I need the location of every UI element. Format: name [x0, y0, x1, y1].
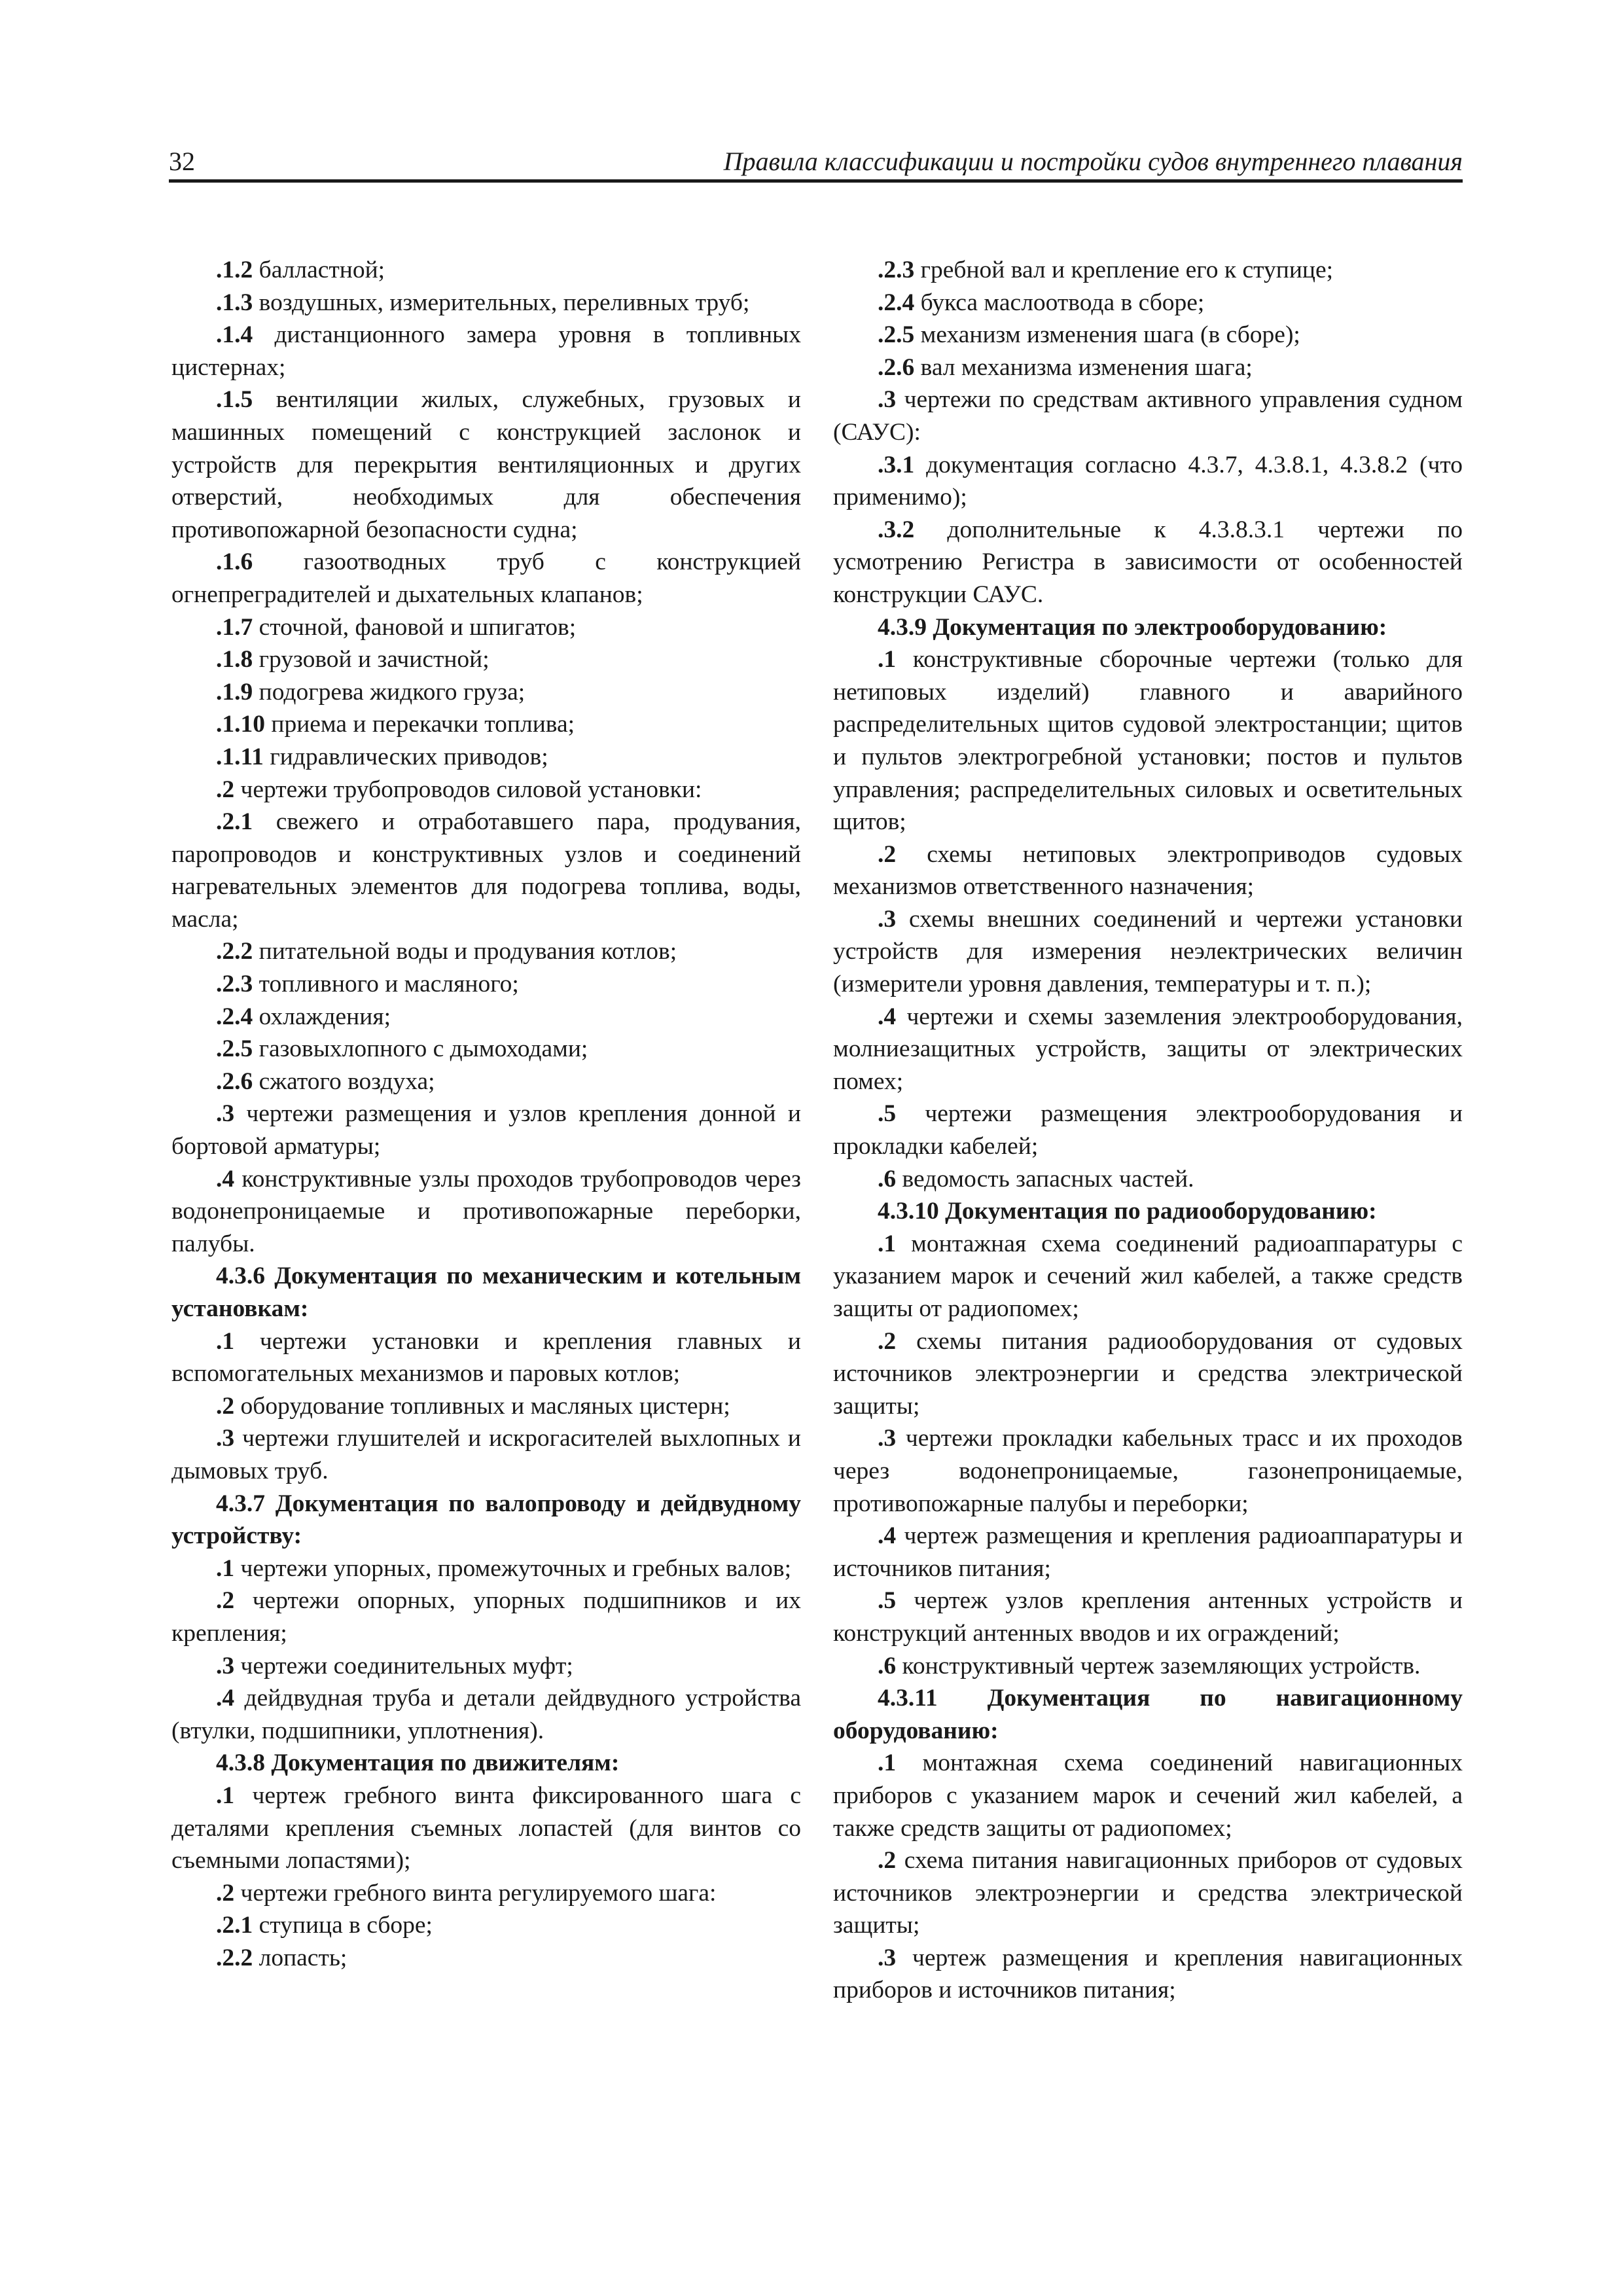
list-item: .2.5 газовыхлопного с дымоходами; — [216, 1035, 588, 1063]
list-item: .1.5 вентиляции жилых, служебных, грузовых и машинных помещений с конструкцией заслонок и устройств для перекрытия вентиляционных и других отверстий, необходимых для обеспечения противопожарной безопасности судна; — [171, 386, 801, 543]
list-item: .2.1 свежего и отработавшего пара, продувания, паропроводов и конструктивных узлов и соединений нагревательных элементов для подогрева топлива, воды, масла; — [171, 808, 801, 933]
list-item: .3 чертежи глушителей и искрогасителей выхлопных и дымовых труб. — [171, 1425, 801, 1484]
list-item: .1 чертеж гребного винта фиксированного шага с деталями крепления съемных лопастей (для винтов со съемными лопастями); — [171, 1782, 801, 1874]
list-item: .5 чертеж узлов крепления антенных устройств и конструкций антенных вводов и их ограждений; — [833, 1587, 1463, 1647]
running-title: Правила классификации и постройки судов внутреннего плавания — [723, 147, 1463, 176]
list-item: .2.3 гребной вал и крепление его к ступице; — [878, 257, 1334, 283]
list-item: .4 дейдвудная труба и детали дейдвудного устройства (втулки, подшипники, уплотнения). — [171, 1685, 801, 1744]
list-item: .2 оборудование топливных и масляных цистерн; — [216, 1392, 730, 1420]
list-item: .2 чертежи трубопроводов силовой установки: — [216, 776, 702, 803]
list-item: .1.10 приема и перекачки топлива; — [216, 711, 575, 738]
list-item: .2.6 сжатого воздуха; — [216, 1067, 435, 1095]
right-column — [833, 254, 1463, 2007]
list-item: .1.8 грузовой и зачистной; — [216, 646, 490, 673]
list-item: .5 чертежи размещения электрооборудования и прокладки кабелей; — [833, 1100, 1463, 1160]
section-heading-4-3-6: 4.3.6 Документация по механическим и котельным установкам: — [171, 1263, 801, 1322]
list-item: .3 чертеж размещения и крепления навигационных приборов и источников питания; — [833, 1944, 1463, 2004]
list-item: .4 конструктивные узлы проходов трубопроводов через водонепроницаемые и противопожарные переборки, палубы. — [171, 1165, 801, 1257]
left-column — [171, 254, 801, 1974]
list-item: .6 ведомость запасных частей. — [878, 1165, 1194, 1193]
list-item: .1.11 гидравлических приводов; — [216, 743, 548, 770]
list-item: .2.5 механизм изменения шага (в сборе); — [878, 321, 1300, 349]
list-item: .3.1 документация согласно 4.3.7, 4.3.8.1, 4.3.8.2 (что применимо); — [833, 451, 1463, 511]
list-item: .1.6 газоотводных труб с конструкцией огнепреградителей и дыхательных клапанов; — [171, 548, 801, 608]
section-heading-4-3-7: 4.3.7 Документация по валопроводу и дейдвудному устройству: — [171, 1490, 801, 1550]
list-item: .2 чертежи опорных, упорных подшипников и их крепления; — [171, 1587, 801, 1647]
list-item: .1 чертежи установки и крепления главных и вспомогательных механизмов и паровых котлов; — [171, 1327, 801, 1388]
list-item: .3 схемы внешних соединений и чертежи установки устройств для измерения неэлектрических величин (измерители уровня давления, температуры и т. п.); — [833, 905, 1463, 998]
list-item: .2.6 вал механизма изменения шага; — [878, 353, 1253, 381]
list-item: .2.4 охлаждения; — [216, 1003, 391, 1030]
list-item: .1 монтажная схема соединений навигационных приборов с указанием марок и сечений жил кабелей, а также средств защиты от радиопомех; — [833, 1749, 1463, 1842]
list-item: .2.2 лопасть; — [216, 1944, 348, 1971]
list-item: .3 чертежи размещения и узлов крепления донной и бортовой арматуры; — [171, 1100, 801, 1160]
list-item: .1 монтажная схема соединений радиоаппаратуры с указанием марок и сечений жил кабелей, а также средств защиты от радиопомех; — [833, 1230, 1463, 1322]
list-item: .2.2 питательной воды и продувания котлов; — [216, 938, 677, 965]
list-item: .1 конструктивные сборочные чертежи (только для нетиповых изделий) главного и аварийного распределительных щитов судовой электростанции; щитов и пультов электрогребной установки; постов и пультов управления; распределительных силовых и осветительных щитов; — [833, 646, 1463, 836]
section-heading-4-3-11: 4.3.11 Документация по навигационному оборудованию: — [833, 1685, 1463, 1744]
list-item: .6 конструктивный чертеж заземляющих устройств. — [878, 1652, 1421, 1679]
list-item: .2 схема питания навигационных приборов от судовых источников электроэнергии и средства электрической защиты; — [833, 1847, 1463, 1939]
list-item: .1.3 воздушных, измерительных, переливных труб; — [216, 289, 750, 316]
list-item: .4 чертеж размещения и крепления радиоаппаратуры и источников питания; — [833, 1522, 1463, 1582]
list-item: .2 чертежи гребного винта регулируемого шага: — [216, 1879, 717, 1907]
list-item: .1 чертежи упорных, промежуточных и гребных валов; — [216, 1554, 791, 1582]
section-heading-4-3-9: 4.3.9 Документация по электрооборудованию: — [878, 613, 1387, 641]
list-item: .2.3 топливного и масляного; — [216, 971, 519, 998]
list-item: .2 схемы нетиповых электроприводов судовых механизмов ответственного назначения; — [833, 840, 1463, 901]
list-item: .2.4 букса маслоотвода в сборе; — [878, 289, 1205, 316]
list-item: .4 чертежи и схемы заземления электрооборудования, молниезащитных устройств, защиты от электрических помех; — [833, 1003, 1463, 1095]
list-item: .3 чертежи по средствам активного управления судном (САУС): — [833, 386, 1463, 446]
page-header — [169, 143, 1463, 183]
list-item: .2.1 ступица в сборе; — [216, 1912, 433, 1939]
list-item: .1.9 подогрева жидкого груза; — [216, 678, 526, 706]
list-item: .1.2 балластной; — [216, 257, 385, 283]
section-heading-4-3-10: 4.3.10 Документация по радиооборудованию: — [878, 1198, 1377, 1225]
list-item: .1.4 дистанционного замера уровня в топливных цистернах; — [171, 321, 801, 381]
list-item: .2 схемы питания радиооборудования от судовых источников электроэнергии и средства электрической защиты; — [833, 1327, 1463, 1420]
list-item: .1.7 сточной, фановой и шпигатов; — [216, 613, 577, 641]
list-item: .3 чертежи прокладки кабельных трасс и их проходов через водонепроницаемые, газонепроницаемые, противопожарные палубы и переборки; — [833, 1425, 1463, 1517]
list-item: .3 чертежи соединительных муфт; — [216, 1652, 573, 1679]
list-item: .3.2 дополнительные к 4.3.8.3.1 чертежи по усмотрению Регистра в зависимости от особенностей конструкции САУС. — [833, 516, 1463, 608]
section-heading-4-3-8: 4.3.8 Документация по движителям: — [216, 1749, 620, 1777]
page-number: 32 — [169, 147, 195, 176]
